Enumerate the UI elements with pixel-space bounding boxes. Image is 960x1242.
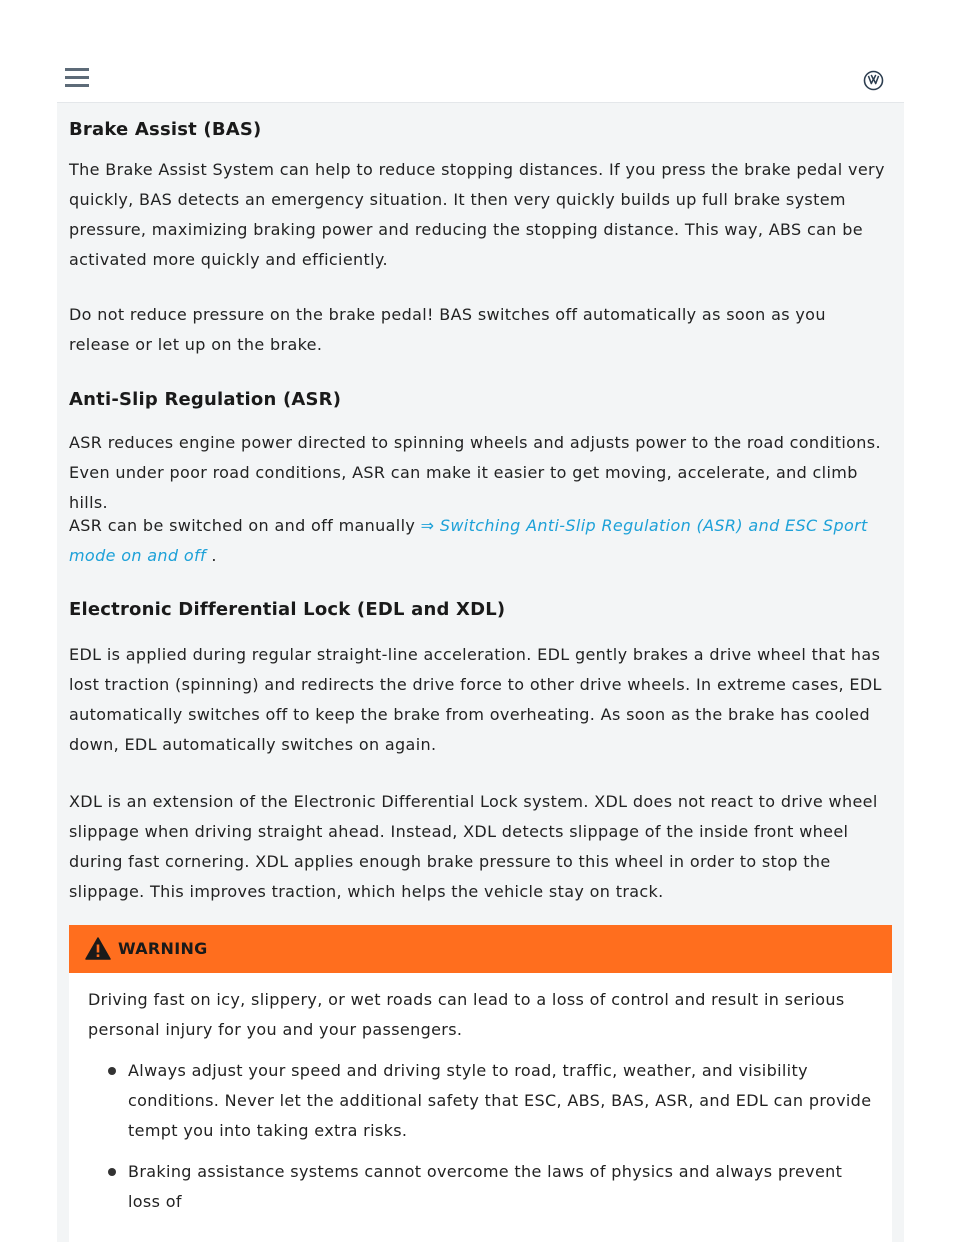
heading-electronic-differential-lock: Electronic Differential Lock (EDL and XDL) [69,599,506,620]
warning-body [69,973,892,1217]
warning-list-item: Braking assistance systems cannot overcome the laws of physics and always prevent loss of [88,1157,872,1217]
vw-logo-icon[interactable] [863,70,884,91]
hamburger-menu-icon[interactable] [65,68,89,88]
bas-paragraph-2: Do not reduce pressure on the brake pedal! BAS switches off automatically as soon as you release or let up on the brake. [69,305,826,354]
top-bar [57,56,904,103]
warning-title: WARNING [118,939,208,958]
warning-box [69,925,892,1242]
heading-brake-assist: Brake Assist (BAS) [69,119,262,140]
asr-paragraph-2-text: ASR can be switched on and off manually [69,516,416,535]
warning-triangle-icon [85,937,111,960]
switching-asr-esc-link[interactable]: ⇒ Switching Anti-Slip Regulation (ASR) and ESC Sport mode on and off [69,516,868,565]
heading-anti-slip-regulation: Anti-Slip Regulation (ASR) [69,389,342,410]
bas-paragraph-1: The Brake Assist System can help to reduce stopping distances. If you press the brake pedal very quickly, BAS detects an emergency situation. It then very quickly builds up full brake system pressure, maximizing braking power and reducing the stopping distance. This way, ABS can be activated more quickly and efficiently. [69,160,885,269]
warning-list [88,1056,872,1217]
warning-intro: Driving fast on icy, slippery, or wet roads can lead to a loss of control and result in serious personal injury for you and your passengers. [88,990,845,1039]
asr-paragraph-2 [69,511,891,571]
document-content [57,103,904,1242]
xdl-paragraph: XDL is an extension of the Electronic Differential Lock system. XDL does not react to drive wheel slippage when driving straight ahead. Instead, XDL detects slippage of the inside front wheel during fast cornering. XDL applies enough brake pressure to this wheel in order to stop the slippage. This improves traction, which helps the vehicle stay on track. [69,792,878,901]
asr-paragraph-1: ASR reduces engine power directed to spinning wheels and adjusts power to the road conditions. Even under poor road conditions, ASR can make it easier to get moving, accelerate, and climb hills. [69,433,881,512]
warning-header [69,925,892,973]
warning-list-item: Always adjust your speed and driving style to road, traffic, weather, and visibility conditions. Never let the additional safety that ESC, ABS, BAS, ASR, and EDL can provide tempt you into taking extra risks. [88,1056,872,1146]
edl-paragraph-1: EDL is applied during regular straight-line acceleration. EDL gently brakes a drive wheel that has lost traction (spinning) and redirects the drive force to other drive wheels. In extreme cases, EDL automatically switches off to keep the brake from overheating. As soon as the brake has cooled down, EDL automatically switches on again. [69,645,882,754]
asr-paragraph-2-suffix: . [211,546,217,565]
